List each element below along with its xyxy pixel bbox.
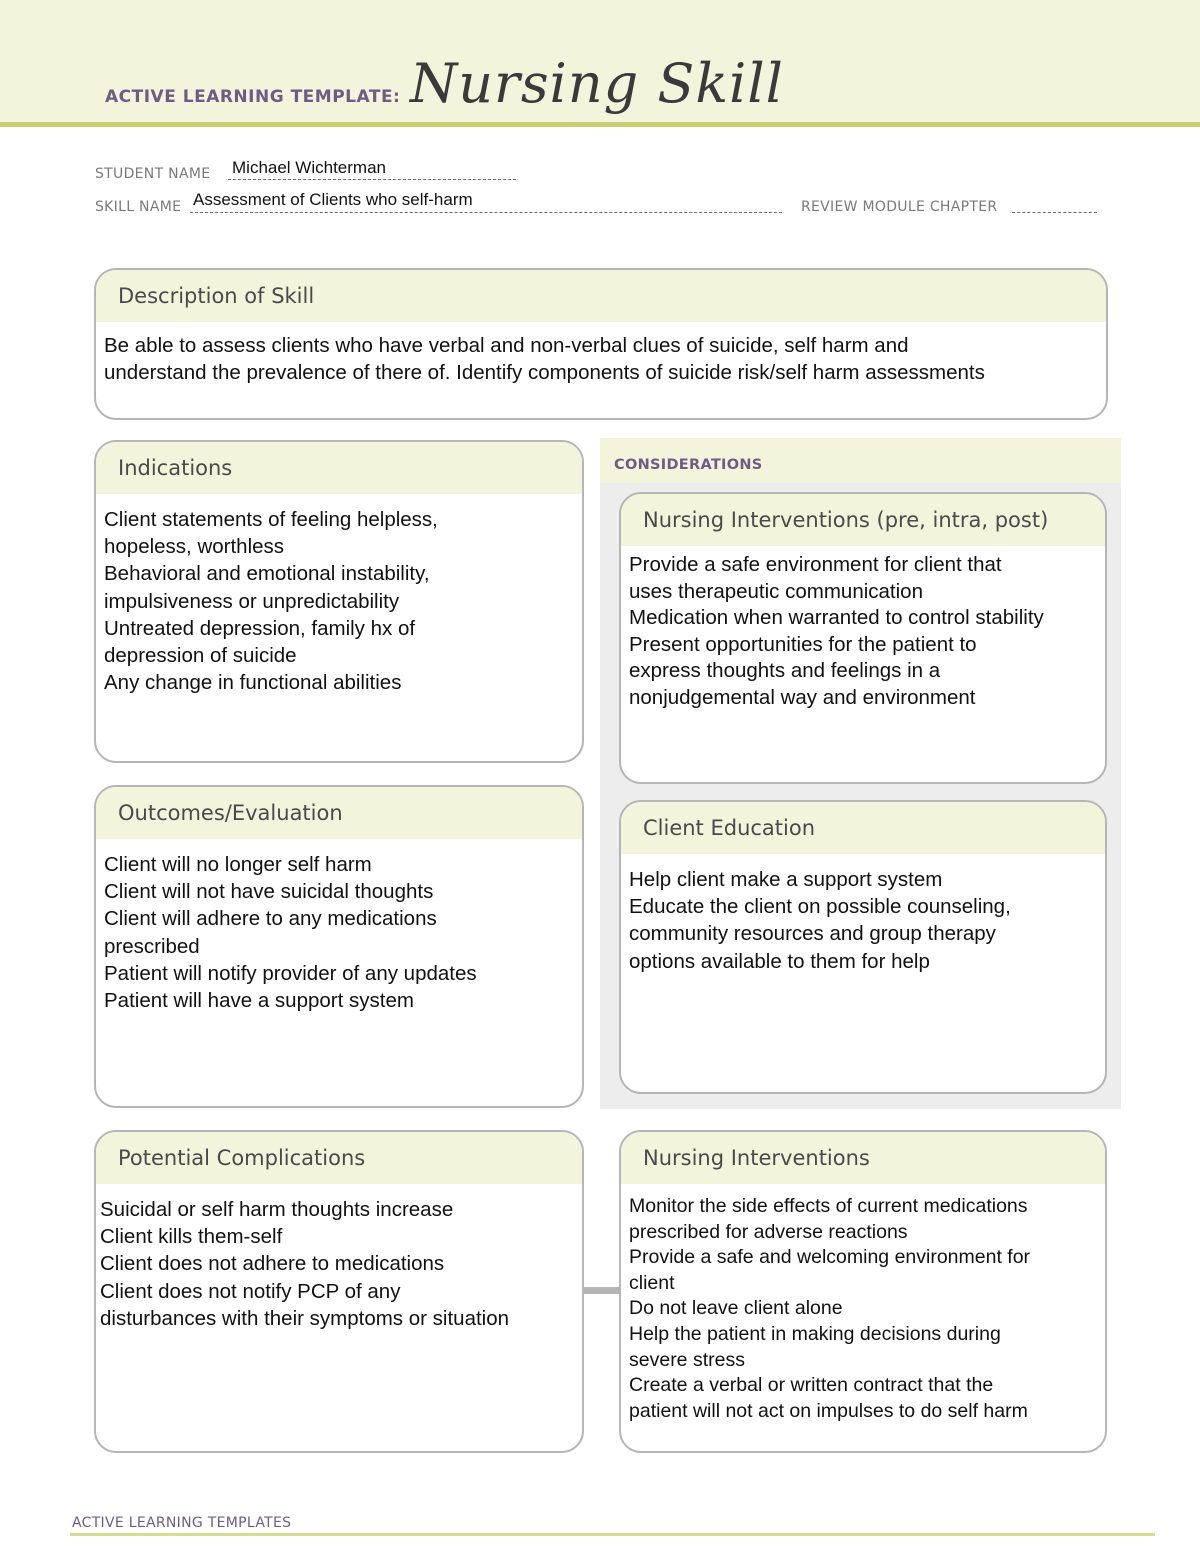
outcomes-box <box>94 785 584 1108</box>
complications-body <box>96 1184 582 1332</box>
client-education-body <box>621 854 1105 975</box>
template-label: ACTIVE LEARNING TEMPLATE: <box>105 87 401 107</box>
nursing-interventions-line: Do not leave client alone <box>629 1297 843 1320</box>
nursing-interventions-pre-title: Nursing Interventions (pre, intra, post) <box>621 494 1105 546</box>
nursing-interventions-line: Help the patient in making decisions during <box>629 1322 1001 1345</box>
client-education-line: Educate the client on possible counseling, <box>629 895 1011 919</box>
indications-title: Indications <box>96 442 582 494</box>
client-education-title: Client Education <box>621 802 1105 854</box>
skill-name-value[interactable]: Assessment of Clients who self-harm <box>193 190 473 209</box>
nursing-interventions-pre-line: Medication when warranted to control stability <box>629 606 1044 630</box>
template-title: Nursing Skill <box>410 52 784 115</box>
outcomes-body <box>96 839 582 1014</box>
nursing-interventions-pre-line: Provide a safe environment for client that <box>629 553 1002 576</box>
student-name-value[interactable]: Michael Wichterman <box>232 158 386 177</box>
outcomes-line: Client will adhere to any medications <box>104 907 437 931</box>
outcomes-line: prescribed <box>104 934 200 958</box>
indications-box <box>94 440 584 763</box>
complications-line: Suicidal or self harm thoughts increase <box>100 1198 454 1221</box>
complications-line: Client kills them-self <box>100 1225 283 1249</box>
nursing-interventions-line: patient will not act on impulses to do self harm <box>629 1399 1028 1422</box>
considerations-label: CONSIDERATIONS <box>614 457 763 473</box>
description-line: understand the prevalence of there of. Identify components of suicide risk/self harm assessments <box>104 361 985 385</box>
complications-line: Client does not adhere to medications <box>100 1252 445 1276</box>
outcomes-line: Patient will have a support system <box>104 989 414 1013</box>
outcomes-line: Client will not have suicidal thoughts <box>104 880 434 904</box>
footer-label: ACTIVE LEARNING TEMPLATES <box>72 1515 292 1531</box>
complications-line: Client does not notify PCP of any <box>100 1279 401 1303</box>
complications-title: Potential Complications <box>96 1132 582 1184</box>
skill-name-line <box>190 212 782 213</box>
skill-name-label: SKILL NAME <box>95 199 182 215</box>
footer-rule <box>70 1533 1155 1536</box>
student-name-line <box>228 179 516 180</box>
nursing-interventions-line: Provide a safe and welcoming environment for <box>629 1246 1031 1269</box>
complications-line: disturbances with their symptoms or situation <box>100 1306 510 1330</box>
nursing-interventions-title: Nursing Interventions <box>621 1132 1105 1184</box>
review-module-line[interactable] <box>1012 212 1097 213</box>
outcomes-line: Patient will notify provider of any updates <box>104 961 477 985</box>
nursing-interventions-pre-body <box>621 546 1105 712</box>
description-body <box>96 322 1106 386</box>
nursing-interventions-pre-line: Present opportunities for the patient to <box>629 632 977 656</box>
student-name-label: STUDENT NAME <box>95 166 211 182</box>
indications-body <box>96 494 582 696</box>
indications-line: hopeless, worthless <box>104 535 285 559</box>
complications-box <box>94 1130 584 1453</box>
indications-line: impulsiveness or unpredictability <box>104 589 400 613</box>
nursing-interventions-pre-box <box>619 492 1107 784</box>
indications-line: Client statements of feeling helpless, <box>104 508 438 531</box>
review-module-label: REVIEW MODULE CHAPTER <box>801 199 998 215</box>
client-education-line: options available to them for help <box>629 949 930 973</box>
outcomes-line: Client will no longer self harm <box>104 853 372 876</box>
client-education-box <box>619 800 1107 1094</box>
indications-line: Any change in functional abilities <box>104 671 402 695</box>
header-rule <box>0 122 1200 127</box>
indications-line: depression of suicide <box>104 644 297 668</box>
nursing-interventions-line: prescribed for adverse reactions <box>629 1220 908 1243</box>
nursing-interventions-line: severe stress <box>629 1348 745 1371</box>
outcomes-title: Outcomes/Evaluation <box>96 787 582 839</box>
nursing-interventions-pre-line: express thoughts and feelings in a <box>629 659 941 683</box>
nursing-interventions-line: Create a verbal or written contract that the <box>629 1374 994 1397</box>
description-box <box>94 268 1108 420</box>
client-education-line: Help client make a support system <box>629 868 943 891</box>
description-title: Description of Skill <box>96 270 1106 322</box>
client-education-line: community resources and group therapy <box>629 922 996 946</box>
nursing-interventions-line: Monitor the side effects of current medications <box>629 1195 1028 1217</box>
nursing-interventions-pre-line: nonjudgemental way and environment <box>629 685 976 709</box>
connector-bar <box>583 1287 621 1294</box>
nursing-interventions-pre-line: uses therapeutic communication <box>629 579 923 603</box>
nursing-interventions-body <box>621 1184 1105 1424</box>
nursing-interventions-line: client <box>629 1271 675 1294</box>
nursing-interventions-box <box>619 1130 1107 1453</box>
indications-line: Behavioral and emotional instability, <box>104 562 430 586</box>
indications-line: Untreated depression, family hx of <box>104 616 416 640</box>
description-line: Be able to assess clients who have verbal and non-verbal clues of suicide, self harm and <box>104 334 909 357</box>
